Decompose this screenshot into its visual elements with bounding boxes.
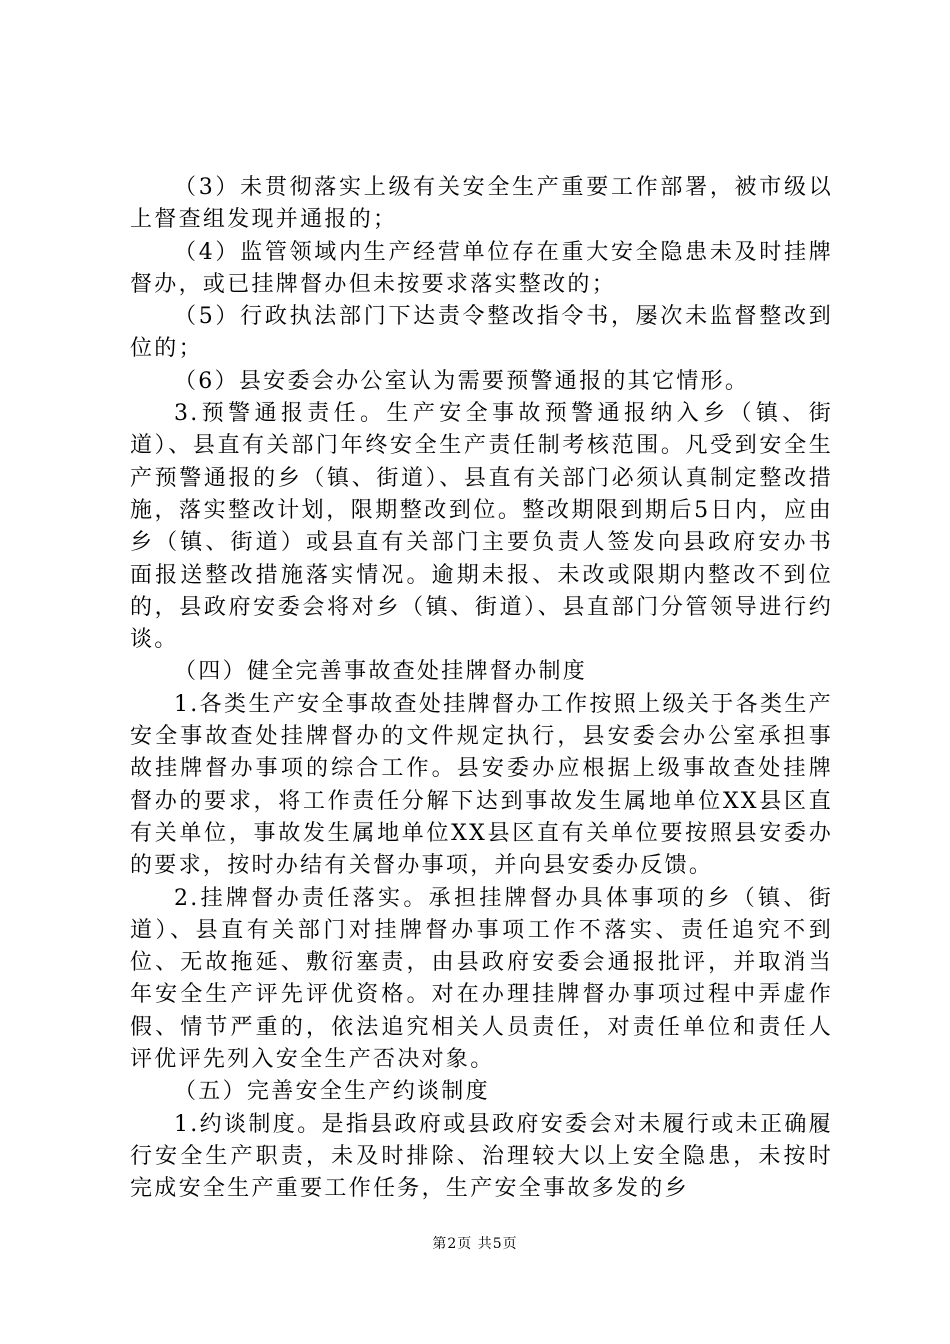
paragraph-item-3: （3）未贯彻落实上级有关安全生产重要工作部署，被市级以上督查组发现并通报的；: [130, 175, 833, 233]
document-body: [130, 172, 833, 1206]
page-number-footer: 第2页 共5页: [432, 1236, 518, 1252]
paragraph-item-6: （6）县安委会办公室认为需要预警通报的其它情形。: [174, 368, 750, 394]
section-heading-4: （四）健全完善事故查处挂牌督办制度: [174, 659, 588, 685]
paragraph-interview-system: 1.约谈制度。是指县政府或县政府安委会对未履行或未正确履行安全生产职责，未及时排除、治理较大以上安全隐患，未按时完成安全生产重要工作任务，生产安全事故多发的乡: [130, 1111, 833, 1202]
paragraph-item-4: （4）监管领域内生产经营单位存在重大安全隐患未及时挂牌督办，或已挂牌督办但未按要求落实整改的；: [130, 239, 833, 297]
paragraph-item-5: （5）行政执法部门下达责令整改指令书，屡次未监督整改到位的；: [130, 304, 833, 362]
paragraph-warning-responsibility: 3.预警通报责任。生产安全事故预警通报纳入乡（镇、街道）、县直有关部门年终安全生产责任制考核范围。凡受到安全生产预警通报的乡（镇、街道）、县直有关部门必须认真制定整改措施，落实整改计划，限期整改到位。整改期限到期后5日内，应由乡（镇、街道）或县直有关部门主要负责人签发向县政府安办书面报送整改措施落实情况。逾期未报、未改或限期内整改不到位的，县政府安委会将对乡（镇、街道）、县直部门分管领导进行约谈。: [130, 401, 833, 653]
paragraph-supervision-procedure: 1.各类生产安全事故查处挂牌督办工作按照上级关于各类生产安全事故查处挂牌督办的文件规定执行，县安委会办公室承担事故挂牌督办事项的综合工作。县安委办应根据上级事故查处挂牌督办的要求，将工作责任分解下达到事故发生属地单位XX县区直有关单位，事故发生属地单位XX县区直有关单位要按照县安委办的要求，按时办结有关督办事项，并向县安委办反馈。: [130, 691, 833, 879]
paragraph-supervision-responsibility: 2.挂牌督办责任落实。承担挂牌督办具体事项的乡（镇、街道）、县直有关部门对挂牌督办事项工作不落实、责任追究不到位、无故拖延、敷衍塞责，由县政府安委会通报批评，并取消当年安全生产评先评优资格。对在办理挂牌督办事项过程中弄虚作假、情节严重的，依法追究相关人员责任，对责任单位和责任人评优评先列入安全生产否决对象。: [130, 885, 833, 1073]
section-heading-5: （五）完善安全生产约谈制度: [174, 1079, 490, 1105]
